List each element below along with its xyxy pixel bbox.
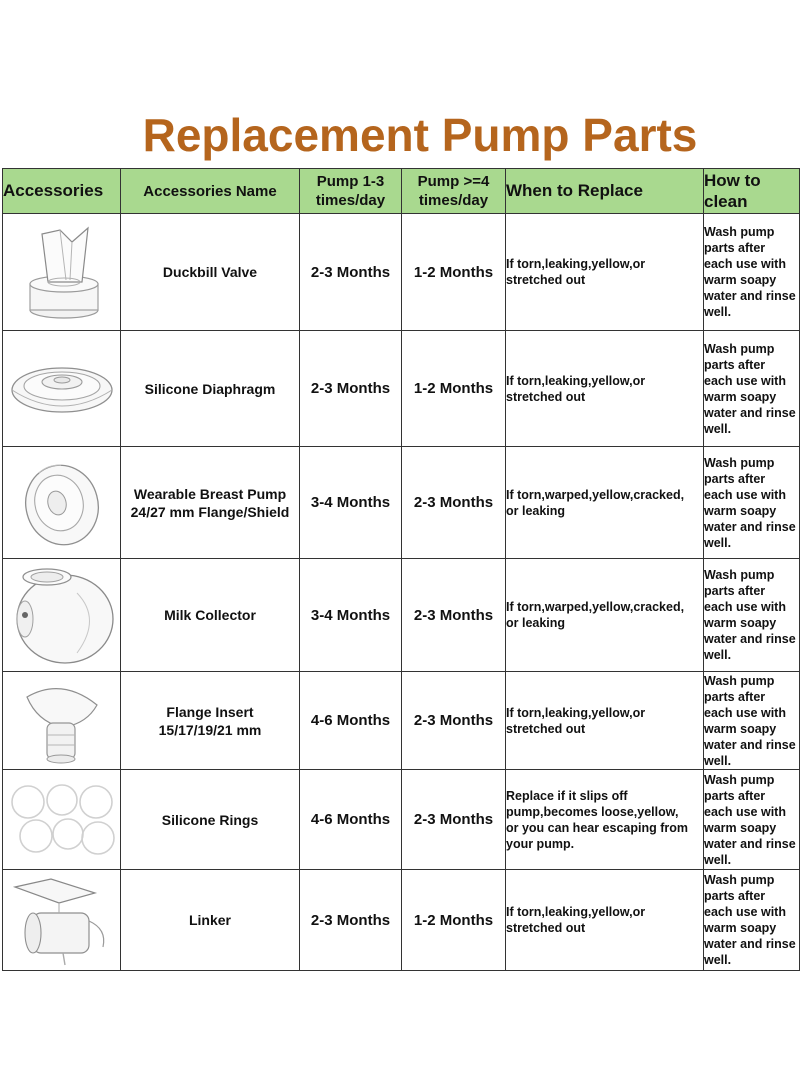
header-how-line1: How to (704, 171, 761, 190)
header-how-to-clean (704, 169, 800, 214)
accessory-image-cell (3, 672, 121, 770)
how-to-clean-text: Wash pump parts after each use with warm soapy water and rinse well. (704, 673, 796, 768)
header-how-line2: clean (704, 192, 748, 211)
when-line2: stretched out (506, 921, 586, 935)
when-line2: stretched out (506, 721, 586, 736)
when-to-replace (506, 770, 704, 870)
when-line1: Replace if it slips off (506, 788, 628, 803)
header-pump-1-3-line2: times/day (315, 192, 386, 209)
table-header-row (3, 169, 800, 214)
how-to-clean-text: Wash pump parts after each use with warm soapy water and rinse well. (704, 772, 796, 867)
when-to-replace (506, 559, 704, 672)
table-row (3, 672, 800, 770)
header-pump-1-3 (300, 169, 402, 214)
when-line2: stretched out (506, 389, 586, 404)
silicone-rings-icon (6, 778, 118, 862)
pump-1-3-interval: 4-6 Months (300, 770, 402, 870)
accessory-name (121, 870, 300, 971)
accessory-image-cell (3, 559, 121, 672)
how-to-clean-text: Wash pump parts after each use with warm soapy water and rinse well. (704, 873, 796, 967)
pump-4-interval: 2-3 Months (402, 672, 506, 770)
how-to-clean (704, 559, 800, 672)
pump-4-interval: 2-3 Months (402, 559, 506, 672)
when-line1: If torn,warped,yellow,cracked, (506, 600, 685, 614)
flange-insert-icon (17, 675, 107, 767)
accessory-name-line1: Wearable Breast Pump (133, 485, 287, 502)
how-to-clean (704, 447, 800, 559)
pump-4-interval: 1-2 Months (402, 870, 506, 971)
pump-1-3-interval: 3-4 Months (300, 559, 402, 672)
when-line1: If torn,leaking,yellow,or (506, 905, 646, 919)
header-pump-4 (402, 169, 506, 214)
table-row (3, 331, 800, 447)
accessory-name-line1: Duckbill Valve (162, 264, 258, 280)
accessory-name (121, 672, 300, 770)
when-line1: If torn,leaking,yellow,or (506, 257, 646, 271)
when-line2: stretched out (506, 273, 586, 287)
when-line1: If torn,leaking,yellow,or (506, 705, 646, 720)
accessory-name (121, 559, 300, 672)
accessory-image-cell (3, 331, 121, 447)
pump-1-3-interval: 2-3 Months (300, 214, 402, 331)
when-line1: If torn,warped,yellow,cracked, (506, 487, 685, 502)
when-line3: or you can hear escaping from (506, 820, 688, 835)
when-line1: If torn,leaking,yellow,or (506, 373, 646, 388)
header-pump-4-line2: times/day (418, 192, 489, 209)
when-to-replace (506, 214, 704, 331)
flange-shield-icon (17, 453, 107, 553)
accessory-name-line2: 24/27 mm Flange/Shield (130, 503, 290, 520)
linker-icon (7, 873, 117, 967)
pump-4-interval: 2-3 Months (402, 447, 506, 559)
header-accessories-name: Accessories Name (121, 169, 300, 214)
when-line2: pump,becomes loose,yellow, (506, 804, 679, 819)
page-title: Replacement Pump Parts (142, 109, 698, 161)
pump-4-interval: 1-2 Months (402, 214, 506, 331)
table-row (3, 447, 800, 559)
how-to-clean-text: Wash pump parts after each use with warm soapy water and rinse well. (704, 225, 796, 319)
pump-1-3-interval: 2-3 Months (300, 870, 402, 971)
accessory-name (121, 331, 300, 447)
how-to-clean (704, 331, 800, 447)
how-to-clean (704, 214, 800, 331)
how-to-clean (704, 770, 800, 870)
pump-1-3-interval: 4-6 Months (300, 672, 402, 770)
table-row (3, 870, 800, 971)
accessory-image-cell (3, 770, 121, 870)
when-line2: or leaking (506, 616, 566, 630)
accessory-name-line1: Silicone Rings (161, 811, 259, 828)
replacement-parts-table (2, 168, 800, 971)
header-when-to-replace: When to Replace (506, 169, 704, 214)
how-to-clean (704, 870, 800, 971)
accessory-image-cell (3, 447, 121, 559)
how-to-clean-text: Wash pump parts after each use with warm soapy water and rinse well. (704, 568, 796, 662)
table-row (3, 214, 800, 331)
accessory-name-line1: Linker (188, 912, 231, 928)
accessory-name-line1: Silicone Diaphragm (144, 380, 276, 397)
header-pump-4-line1: Pump >=4 (417, 173, 490, 190)
duckbill-valve-icon (12, 222, 112, 322)
accessory-name (121, 770, 300, 870)
header-accessories: Accessories (3, 169, 121, 214)
when-to-replace (506, 870, 704, 971)
accessory-name-line1: Milk Collector (164, 607, 256, 623)
how-to-clean-text: Wash pump parts after each use with warm soapy water and rinse well. (704, 341, 796, 436)
table-row (3, 559, 800, 672)
when-to-replace (506, 447, 704, 559)
accessory-name-line1: Flange Insert (166, 703, 254, 720)
when-line2: or leaking (506, 503, 566, 518)
when-to-replace (506, 672, 704, 770)
how-to-clean-text: Wash pump parts after each use with warm soapy water and rinse well. (704, 455, 796, 550)
accessory-name-line2: 15/17/19/21 mm (158, 721, 262, 738)
accessory-image-cell (3, 870, 121, 971)
accessory-name (121, 447, 300, 559)
when-line4: your pump. (506, 836, 575, 851)
header-pump-1-3-line1: Pump 1-3 (316, 173, 385, 190)
pump-4-interval: 1-2 Months (402, 331, 506, 447)
accessory-name (121, 214, 300, 331)
pump-1-3-interval: 2-3 Months (300, 331, 402, 447)
accessory-image-cell (3, 214, 121, 331)
when-to-replace (506, 331, 704, 447)
pump-4-interval: 2-3 Months (402, 770, 506, 870)
milk-collector-icon (7, 563, 117, 667)
silicone-diaphragm-icon (7, 344, 117, 434)
pump-1-3-interval: 3-4 Months (300, 447, 402, 559)
how-to-clean (704, 672, 800, 770)
table-row (3, 770, 800, 870)
